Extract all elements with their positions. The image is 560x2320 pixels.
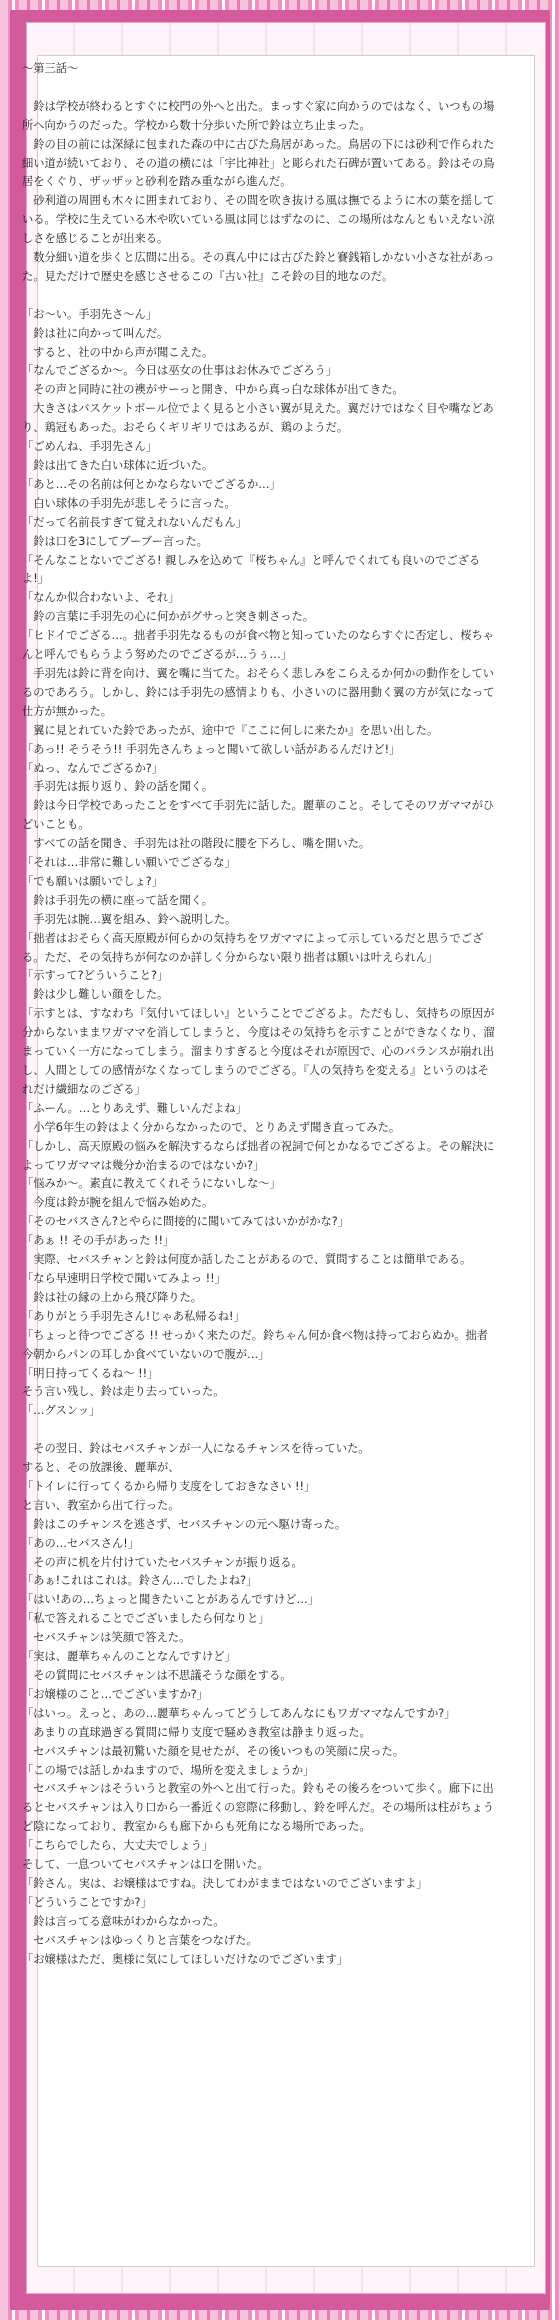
story-paragraph: 「はいっ。えっと、あの…麗華ちゃんってどうしてあんなにもワガママなんですか?」 xyxy=(22,1706,456,1720)
story-paragraph: 「なんでござるか〜。今日は巫女の仕事はお休みでござろう」 xyxy=(22,364,338,378)
story-paragraph: 実際、セバスチャンと鈴は何度か話したことがあるので、質問することは簡単である。 xyxy=(22,1253,472,1267)
story-paragraph: 「ぬっ、なんでござるか?」 xyxy=(22,761,163,775)
story-paragraph: すると、社の中から声が聞こえた。 xyxy=(22,345,214,359)
story-paragraph: 鈴は社の縁の上から飛び降りた。 xyxy=(22,1290,203,1304)
story-paragraph: 「だって名前長すぎて覚えれないんだもん」 xyxy=(22,515,248,529)
story-paragraph: 小学6年生の鈴はよく分からなかったので、とりあえず聞き直ってみた。 xyxy=(22,1120,401,1134)
story-paragraph: すると、その放課後、麗華が、 xyxy=(22,1461,180,1475)
story-paragraph: 「…グスンッ」 xyxy=(22,1404,101,1418)
story-paragraph: 数分細い道を歩くと広間に出る。その真ん中には古びた鈴と賽銭箱しかない小さな社があった。見ただけで歴史を感じさせるこの『古い社』こそ鈴の目的地なのだ。 xyxy=(22,251,495,283)
story-paragraph: と言い、教室から出て行った。 xyxy=(22,1498,180,1512)
story-paragraph xyxy=(22,79,496,98)
story-paragraph: 鈴の言葉に手羽先の心に何かがグサっと突き刺さった。 xyxy=(22,610,315,624)
story-paragraph: 鈴は今日学校であったことをすべて手羽先に話した。麗華のこと。そしてそのワガママがひどいことも。 xyxy=(22,799,495,832)
story-paragraph: その声に机を片付けていたセバスチャンが振り返る。 xyxy=(22,1555,303,1569)
story-paragraph: そして、一息ついてセバスチャンは口を開いた。 xyxy=(22,1858,269,1872)
story-paragraph: 「お〜い。手羽先さ〜ん」 xyxy=(22,307,158,321)
story-paragraph: 「この場では話しかねますので、場所を変えましょうか」 xyxy=(22,1763,315,1777)
story-paragraph: その翌日、鈴はセバスチャンが一人になるチャンスを待っていた。 xyxy=(22,1442,370,1456)
story-paragraph: 翼に見とれていた鈴であったが、途中で『ここに何しに来たか』を思い出した。 xyxy=(22,723,439,737)
story-paragraph: セバスチャンはそういうと教室の外へと出て行った。鈴もその後ろをついて歩く。廊下に出るとセバスチャンは入り口から一番近くの窓際に移動し、鈴を呼んだ。その場所は柱がちょうど陰になっており、教室からも廊下からも死角になる場所であった。 xyxy=(22,1782,494,1834)
story-paragraph: 「それは…非常に難しい願いでござるな」 xyxy=(22,856,236,870)
story-paragraph: 「あと…その名前は何とかならないでござるか…」 xyxy=(22,477,281,491)
story-paragraph: 「そのセバスさん?とやらに間接的に聞いてみてはいかがかな?」 xyxy=(22,1215,349,1229)
story-paragraph: 手羽先は振り返り、鈴の話を聞く。 xyxy=(22,780,214,794)
story-paragraph: 「なんか似合わないよ、それ」 xyxy=(22,591,180,605)
story-paragraph: 「なら早速明日学校で聞いてみよっ !!」 xyxy=(22,1271,226,1285)
story-paragraph: 手羽先は腕…翼を組み、鈴へ説明した。 xyxy=(22,912,237,926)
story-paragraph: 「あぁ!これはこれは。鈴さん…でしたよね?」 xyxy=(22,1574,258,1588)
story-paragraph: 「示すって?どういうこと?」 xyxy=(22,969,169,983)
story-paragraph: 「拙者はおそらく高天原殿が何らかの気持ちをワガママによって示しているだと思うでござる。ただ、その気持ちが何なのか詳しく分からない限り拙者は願いは叶えられん」 xyxy=(22,931,484,964)
story-paragraph: 「お嬢様のこと…でございますか?」 xyxy=(22,1687,208,1701)
story-paragraph: 鈴は出てきた白い球体に近づいた。 xyxy=(22,459,214,472)
story-paragraph: 「どういうことですか?」 xyxy=(22,1895,152,1909)
chapter-heading: 〜第三話〜 xyxy=(22,62,79,75)
story-paragraph: セバスチャンは最初驚いた顔を見せたが、その後いつもの笑顔に戻った。 xyxy=(22,1744,404,1758)
story-paragraph: 「ごめんね、手羽先さん」 xyxy=(22,440,158,454)
story-paragraph: 「あっ!! そうそう!! 手羽先さんちょっと聞いて欲しい話があるんだけど!」 xyxy=(22,742,401,756)
story-paragraph: すべての話を聞き、手羽先は社の階段に腰を下ろし、嘴を開いた。 xyxy=(22,837,371,851)
story-paragraph: 「私で答えれることでございましたら何なりと」 xyxy=(22,1612,270,1626)
story-paragraph: 「こちらでしたら、大丈夫でしょう」 xyxy=(22,1839,214,1853)
story-paragraph: 「そんなことないでござる! 親しみを込めて『桜ちゃん』と呼んでくれても良いのでござるよ!」 xyxy=(22,553,481,586)
story-paragraph xyxy=(22,287,496,306)
story-paragraph: 鈴の目の前には深緑に包まれた森の中に古びた鳥居があった。鳥居の下には砂利で作られた細い道が続いており、その道の横には「宇比神社」と彫られた石碑が置いてある。鈴はその鳥居をくぐり、ザッザッと砂利を踏み重ながら進んだ。 xyxy=(22,137,495,189)
story-paragraph: 今度は鈴が腕を組んで悩み始めた。 xyxy=(22,1196,214,1210)
story-paragraph: 「お嬢様はただ、奥様に気にしてほしいだけなのでございます」 xyxy=(22,1952,349,1966)
story-paragraph: 「でも願いは願いでしょ?」 xyxy=(22,874,163,888)
story-paragraph: 「ふーん。…とりあえず、難しいんだよね」 xyxy=(22,1101,247,1115)
story-paragraph: 「あぁ !! その手があった !!」 xyxy=(22,1234,175,1248)
story-paragraph xyxy=(22,1421,496,1440)
story-paragraph: セバスチャンは笑顔で答えた。 xyxy=(22,1631,191,1645)
story-paragraph: 鈴は学校が終わるとすぐに校門の外へと出た。まっすぐ家に向かうのではなく、いつもの場所へ向かうのだった。学校から数十分歩いた所で鈴は立ち止まった。 xyxy=(22,99,495,132)
story-paragraph: 大きさはバスケットボール位でよく見ると小さい翼が見えた。翼だけではなく目や嘴などあり、鶏冠もあった。おそらくギリギリではあるが、鶏のようだ。 xyxy=(22,402,494,435)
story-paragraph: 「明日持ってくるね〜 !!」 xyxy=(22,1366,159,1380)
story-paragraph: 鈴は少し難しい顔をした。 xyxy=(22,988,169,1002)
story-paragraph: 鈴はこのチャンスを逃さず、セバスチャンの元へ駆け寄った。 xyxy=(22,1517,347,1531)
story-paragraph: セバスチャンはゆっくりと言葉をつなげた。 xyxy=(22,1933,258,1947)
story-paragraph: 白い球体の手羽先が悲しそうに言った。 xyxy=(22,496,236,510)
story-paragraph: 「鈴さん。実は、お嬢様はですね。決してわがままではないのでございますよ」 xyxy=(22,1876,428,1890)
story-paragraph: 鈴は口を3にしてブーブー言った。 xyxy=(22,534,208,548)
story-paragraph: あまりの直球過ぎる質問に帰り支度で騒めき教室は静まり返った。 xyxy=(22,1725,371,1739)
story-paragraph: 鈴は社に向かって叫んだ。 xyxy=(22,326,169,340)
story-paragraph: そう言い残し、鈴は走り去っていった。 xyxy=(22,1385,225,1399)
story-paragraph: 鈴は手羽先の横に座って話を聞く。 xyxy=(22,893,214,907)
story-text xyxy=(22,60,496,1969)
story-paragraph: 手羽先は鈴に背を向け、翼を嘴に当てた。おそらく悲しみをこらえるか何かの動作をしているのであろう。しかし、鈴には手羽先の感情よりも、小さいのに器用動く翼の方が気になって仕方が無かった。 xyxy=(22,666,495,718)
story-paragraph: 「ありがとう手羽先さん!じゃあ私帰るね!」 xyxy=(22,1309,245,1323)
story-paragraph: 砂利道の周囲も木々に囲まれており、その間を吹き抜ける風は撫でるように木の葉を揺している。学校に生えている木や吹いている風は同じはずなのに、この場所はなんともいえない涼しさを感じることが出来る。 xyxy=(22,194,495,246)
story-paragraph: 「悩みか〜。素直に教えてくれそうにないしな〜」 xyxy=(22,1177,281,1191)
story-paragraph: 「ヒドイでござる…。拙者手羽先なるものが食べ物と知っていたのならすぐに否定し、桜ちゃんと呼んでもらうよう努めたのでござるが…うぅ…」 xyxy=(22,629,494,662)
story-paragraph: 「あの…セバスさん!」 xyxy=(22,1536,140,1550)
story-paragraph: 鈴は言ってる意味がわからなかった。 xyxy=(22,1914,225,1928)
story-paragraph: その声と同時に社の襖がサーっと開き、中から真っ白な球体が出てきた。 xyxy=(22,383,404,397)
story-paragraph: 「トイレに行ってくるから帰り支度をしておきなさい !!」 xyxy=(22,1479,316,1493)
story-paragraph: 「実は、麗華ちゃんのことなんですけど」 xyxy=(22,1650,236,1664)
story-paragraph: その質問にセバスチャンは不思議そうな顔をする。 xyxy=(22,1668,292,1682)
story-paragraph: 「示すとは、すなわち『気付いてほしい』ということでござるよ。ただもし、気持ちの原因が分からないままワガママを消してしまうと、今度はその気持ちを示すことができなくなり、溜まっていく一方になってしまう。溜まりすぎると今度はそれが原因で、心のバランスが崩れ出し、人間としての感情がなくなってしまうのでござる。『人の気持ちを変える』というのはそれだけ繊細なのござる」 xyxy=(22,1007,495,1096)
story-paragraph: 「はい!あの…ちょっと聞きたいことがあるんですけど…」 xyxy=(22,1593,320,1607)
story-paragraph: 「ちょっと待つでござる !! せっかく来たのだ。鈴ちゃん何か食べ物は持っておらぬか。拙者今朝からパンの耳しか食べていないので腹が…」 xyxy=(22,1328,488,1361)
story-paragraph: 「しかし、高天原殿の悩みを解決するならば拙者の祝詞で何とかなるでござるよ。その解決によってワガママは幾分か治まるのではないか?」 xyxy=(22,1139,495,1172)
